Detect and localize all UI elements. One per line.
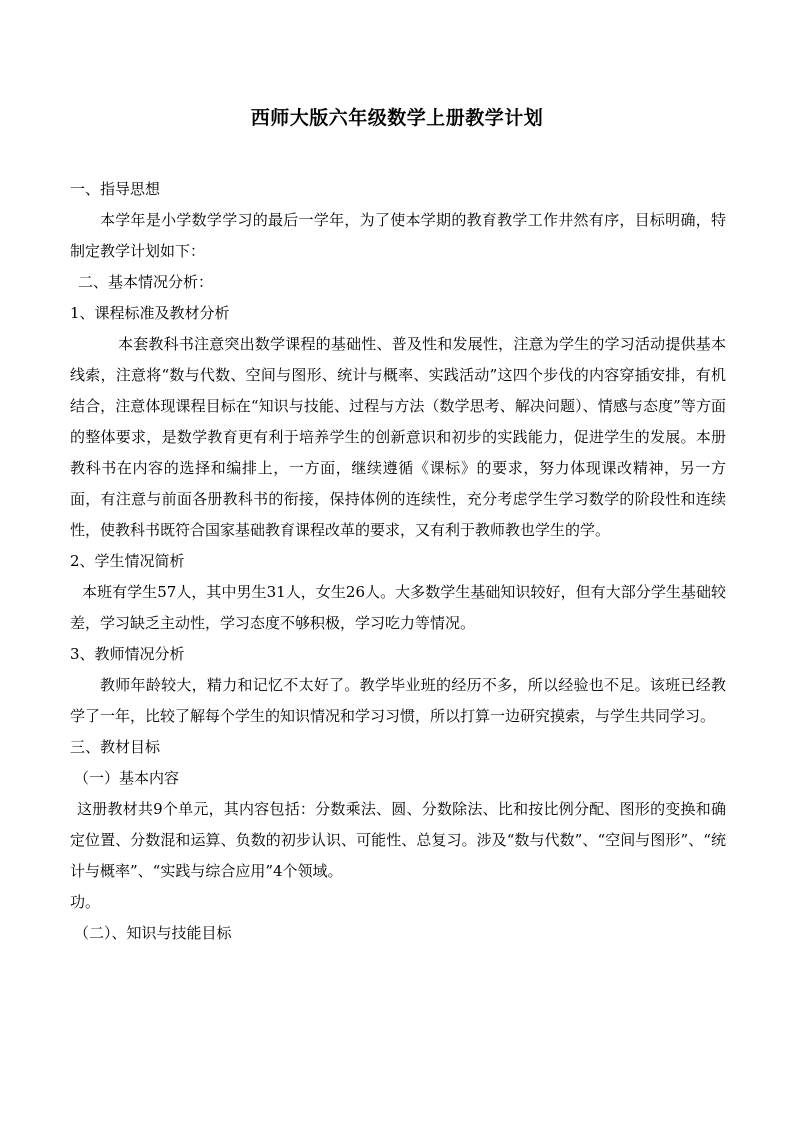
subsection-heading: 3、教师情况分析 [70, 645, 185, 663]
subsection-heading: （一）基本内容 [74, 769, 180, 787]
body-paragraph: 本班有学生57人，其中男生31人，女生26人。大多数学生基础知识较好，但有大部分学生基础较差，学习缺乏主动性，学习态度不够积极，学习吃力等情况。 [70, 583, 726, 632]
body-paragraph: 这册教材共9个单元，其内容包括：分数乘法、圆、分数除法、比和按比例分配、图形的变换和确定位置、分数混和运算、负数的初步认识、可能性、总复习。涉及“数与代数”、“空间与图形”、“统计与概率”、“实践与综合应用”4个领域。 [70, 800, 726, 880]
subsection-heading: 2、学生情况简析 [70, 552, 185, 570]
document-title: 西师大版六年级数学上册教学计划 [250, 107, 544, 129]
body-paragraph: 本套教科书注意突出数学课程的基础性、普及性和发展性，注意为学生的学习活动提供基本线索，注意将“数与代数、空间与图形、统计与概率、实践活动”这四个步伐的内容穿插安排，有机结合，注意体现课程目标在“知识与技能、过程与方法（数学思考、解决问题）、情感与态度”等方面的整体要求，是数学教育更有利于培养学生的创新意识和初步的实践能力，促进学生的发展。本册教科书在内容的选择和编排上，一方面，继续遵循《课标》的要求，努力体现课改精神，另一方面，有注意与前面各册教科书的衔接，保持体例的连续性，充分考虑学生学习数学的阶段性和连续性，使教科书既符合国家基础教育课程改革的要求，又有利于教师教也学生的学。 [70, 335, 726, 539]
section-heading: 三、教材目标 [70, 738, 161, 756]
body-paragraph: 功。 [70, 893, 101, 911]
section-heading: 一、指导思想 [70, 180, 161, 198]
body-paragraph: 教师年龄较大，精力和记忆不太好了。教学毕业班的经历不多，所以经验也不足。该班已经教学了一年，比较了解每个学生的知识情况和学习习惯，所以打算一边研究摸索，与学生共同学习。 [70, 676, 726, 725]
section-heading: 二、基本情况分析： [78, 273, 214, 291]
body-paragraph: 本学年是小学数学学习的最后一学年，为了使本学期的教育教学工作井然有序，目标明确，特制定教学计划如下： [70, 211, 726, 260]
subsection-heading: 1、课程标准及教材分析 [70, 304, 230, 322]
subsection-heading: （二）、知识与技能目标 [74, 924, 232, 942]
document-body [70, 174, 726, 949]
